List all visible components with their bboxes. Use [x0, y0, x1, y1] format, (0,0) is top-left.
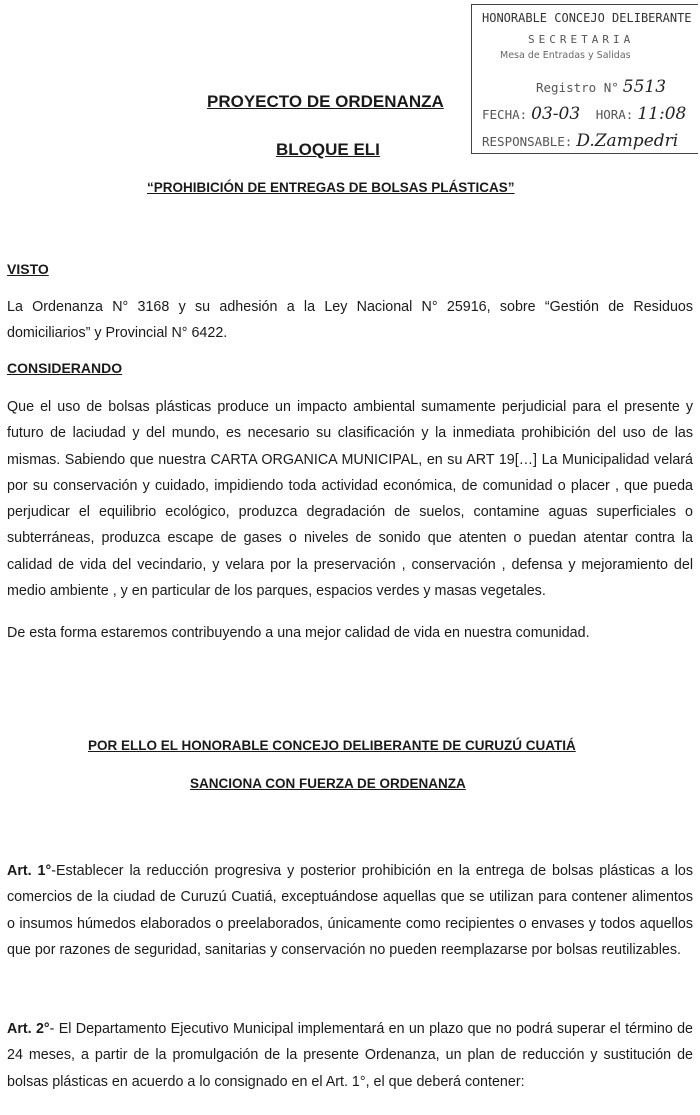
stamp-registro-row	[536, 77, 666, 97]
stamp-hora-value: 11:08	[637, 104, 687, 124]
stamp-hora-label: HORA:	[595, 107, 634, 122]
stamp-department: SECRETARIA	[528, 33, 635, 46]
stamp-institution: HONORABLE CONCEJO DELIBERANTE	[482, 11, 692, 25]
sanciona-heading-1: POR ELLO EL HONORABLE CONCEJO DELIBERANTE DE CURUZÚ CUATIÁ	[88, 738, 576, 753]
stamp-fecha-value: 03-03	[531, 104, 581, 124]
visto-paragraph: La Ordenanza N° 3168 y su adhesión a la Ley Nacional N° 25916, sobre “Gestión de Residuos domiciliarios” y Provincial N° 6422.	[7, 299, 693, 342]
considerando-paragraph: Que el uso de bolsas plásticas produce un impacto ambiental sumamente perjudicial para el presente y futuro de laciudad y del mundo, es necesario su clasificación y la inmediata prohibición del uso de las mismas. Sabiendo que nuestra CARTA ORGANICA MUNICIPAL, en su ART 19[…] La Municipalidad velará por su conservación y cuidado, impidiendo toda actividad económica, de comunidad o placer , que pueda perjudicar el equilibrio ecológico, produzca degradación de suelos, contamine aguas superficiales o subterráneas, produzca escape de gases o niveles de sonido que atenten o puedan atentar contra la calidad de vida del vecindario, y velara por la preservación , conservación , defensa y mejoramiento del medio ambiente , y en particular de los parques, espacios verdes y masas vegetales.	[7, 399, 693, 600]
article-2-label: Art. 2°	[7, 1021, 50, 1037]
stamp-registro-label: Registro N°	[536, 80, 619, 95]
stamp-registro-value: 5513	[622, 77, 667, 97]
document-title: PROYECTO DE ORDENANZA	[207, 92, 444, 111]
stamp-office: Mesa de Entradas y Salidas	[500, 50, 631, 61]
article-1	[7, 858, 693, 963]
stamp-responsable-row	[482, 131, 678, 151]
closing-paragraph: De esta forma estaremos contribuyendo a una mejor calidad de vida en nuestra comunidad.	[7, 625, 590, 641]
stamp-fecha-row	[482, 104, 686, 124]
document-bloque: BLOQUE ELI	[276, 140, 380, 159]
visto-heading: VISTO	[7, 261, 49, 277]
article-2	[7, 1016, 693, 1095]
stamp-fecha-label: FECHA:	[482, 107, 528, 122]
document-subtitle: “PROHIBICIÓN DE ENTREGAS DE BOLSAS PLÁSTICAS”	[147, 180, 515, 195]
stamp-responsable-value: D.Zampedri	[576, 131, 679, 151]
article-1-text: -Establecer la reducción progresiva y posterior prohibición en la entrega de bolsas plásticas a los comercios de la ciudad de Curuzú Cuatiá, exceptuándose aquellas que se utilizan para contener alimentos o insumos húmedos elaborados o preelaborados, únicamente como recipientes o envases y todos aquellos que por razones de seguridad, sanitarias y conservación no pueden reemplazarse por bolsas reutilizables.	[7, 863, 694, 958]
stamp-responsable-label: RESPONSABLE:	[482, 134, 573, 149]
sanciona-heading-2: SANCIONA CON FUERZA DE ORDENANZA	[190, 776, 466, 791]
article-2-text: - El Departamento Ejecutivo Municipal implementará en un plazo que no podrá superar el término de 24 meses, a partir de la promulgación de la presente Ordenanza, un plan de reducción y sustitución de bolsas plásticas en acuerdo a lo consignado en el Art. 1°, el que deberá contener:	[7, 1021, 694, 1090]
considerando-heading: CONSIDERANDO	[7, 360, 123, 376]
reception-stamp	[471, 4, 698, 154]
article-1-label: Art. 1°	[7, 863, 52, 879]
